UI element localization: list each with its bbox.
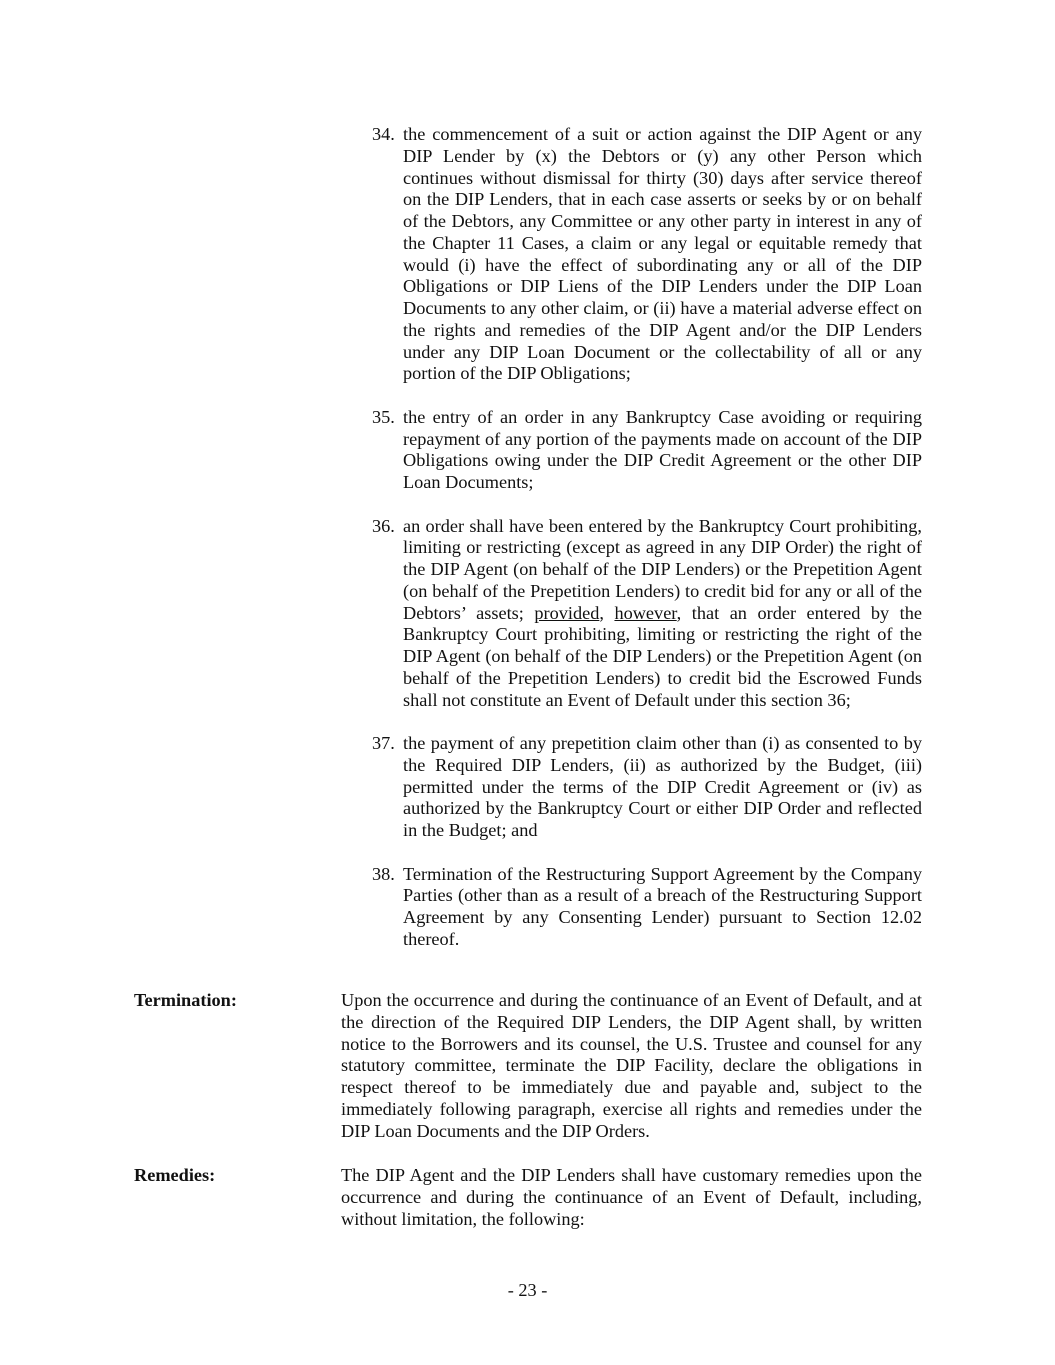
list-item-37 xyxy=(372,733,922,842)
item-text: the payment of any prepetition claim other than (i) as consented to by the Required DIP Lenders, (ii) as authorized by the Budget, (iii) permitted under the terms of the DIP Credit Agreement or (iv) as authorized by the Bankruptcy Court or either DIP Order and reflected in the Budget; and xyxy=(403,733,922,840)
item-number: 38. xyxy=(372,863,395,884)
remedies-text: The DIP Agent and the DIP Lenders shall have customary remedies upon the occurrence and during the continuance of an Event of Default, including, without limitation, the following: xyxy=(341,1165,922,1229)
item-text: Termination of the Restructuring Support Agreement by the Company Parties (other than as a result of a breach of the Restructuring Support Agreement by any Consenting Lender) pursuant to Section 12.02 thereof. xyxy=(403,863,922,949)
termination-text: Upon the occurrence and during the continuance of an Event of Default, and at the direction of the Required DIP Lenders, the DIP Agent shall, by written notice to the Borrowers and its counsel, the U.S. Trustee and counsel for any statutory committee, terminate the DIP Facility, declare the obligations in respect thereof to be immediately due and payable and, subject to the immediately following paragraph, exercise all rights and remedies under the DIP Loan Documents and the DIP Orders. xyxy=(341,990,922,1141)
underlined-provided: provided xyxy=(534,602,600,623)
separator: , xyxy=(599,602,615,623)
list-item-35 xyxy=(372,407,922,494)
remedies-section xyxy=(134,1165,922,1230)
item-text: an order shall have been entered by the Bankruptcy Court prohibiting, limiting or restricting (except as agreed in any DIP Order) the right of the DIP Agent (on behalf of the DIP Lenders) or the Prepetition Agent (on behalf of the Prepetition Lenders) to credit bid for any or all of the Debtors’ assets; xyxy=(403,515,922,623)
list-item-34 xyxy=(372,124,922,385)
events-of-default-list xyxy=(372,124,922,972)
termination-label: Termination: xyxy=(134,990,237,1010)
list-item-36 xyxy=(372,516,922,712)
item-text: the commencement of a suit or action against the DIP Agent or any DIP Lender by (x) the Debtors or (y) any other Person which continues without dismissal for thirty (30) days after service thereof on the DIP Lenders, that in each case asserts or seeks by or on behalf of the Debtors, any Committee or any other party in interest in any of the Chapter 11 Cases, a claim or any legal or equitable remedy that would (i) have the effect of subordinating any or all of the DIP Obligations or DIP Liens of the DIP Lenders under the DIP Loan Documents to any other claim, or (ii) have a material adverse effect on the rights and remedies of the DIP Agent and/or the DIP Lenders under any DIP Loan Document or the collectability of all or any portion of the DIP Obligations; xyxy=(403,124,922,384)
underlined-however: however xyxy=(614,602,677,623)
item-number: 34. xyxy=(372,124,395,144)
item-number: 36. xyxy=(372,515,395,536)
remedies-label: Remedies: xyxy=(134,1165,216,1185)
list-item-38 xyxy=(372,864,922,951)
item-number: 37. xyxy=(372,733,395,753)
item-number: 35. xyxy=(372,406,395,427)
item-text: the entry of an order in any Bankruptcy Case avoiding or requiring repayment of any portion of the payments made on account of the DIP Obligations owing under the DIP Credit Agreement or the other DIP Loan Documents; xyxy=(403,406,922,492)
page-number: - 23 - xyxy=(507,1280,548,1300)
termination-section xyxy=(134,990,922,1142)
item-text-cont: , that an order entered by the Bankruptcy Court prohibiting, limiting or restricting the right of the DIP Agent (on behalf of the DIP Lenders) or the Prepetition Agent (on behalf of the Prepetition Lenders) to credit bid the Escrowed Funds shall not constitute an Event of Default under this section 36; xyxy=(403,602,922,710)
